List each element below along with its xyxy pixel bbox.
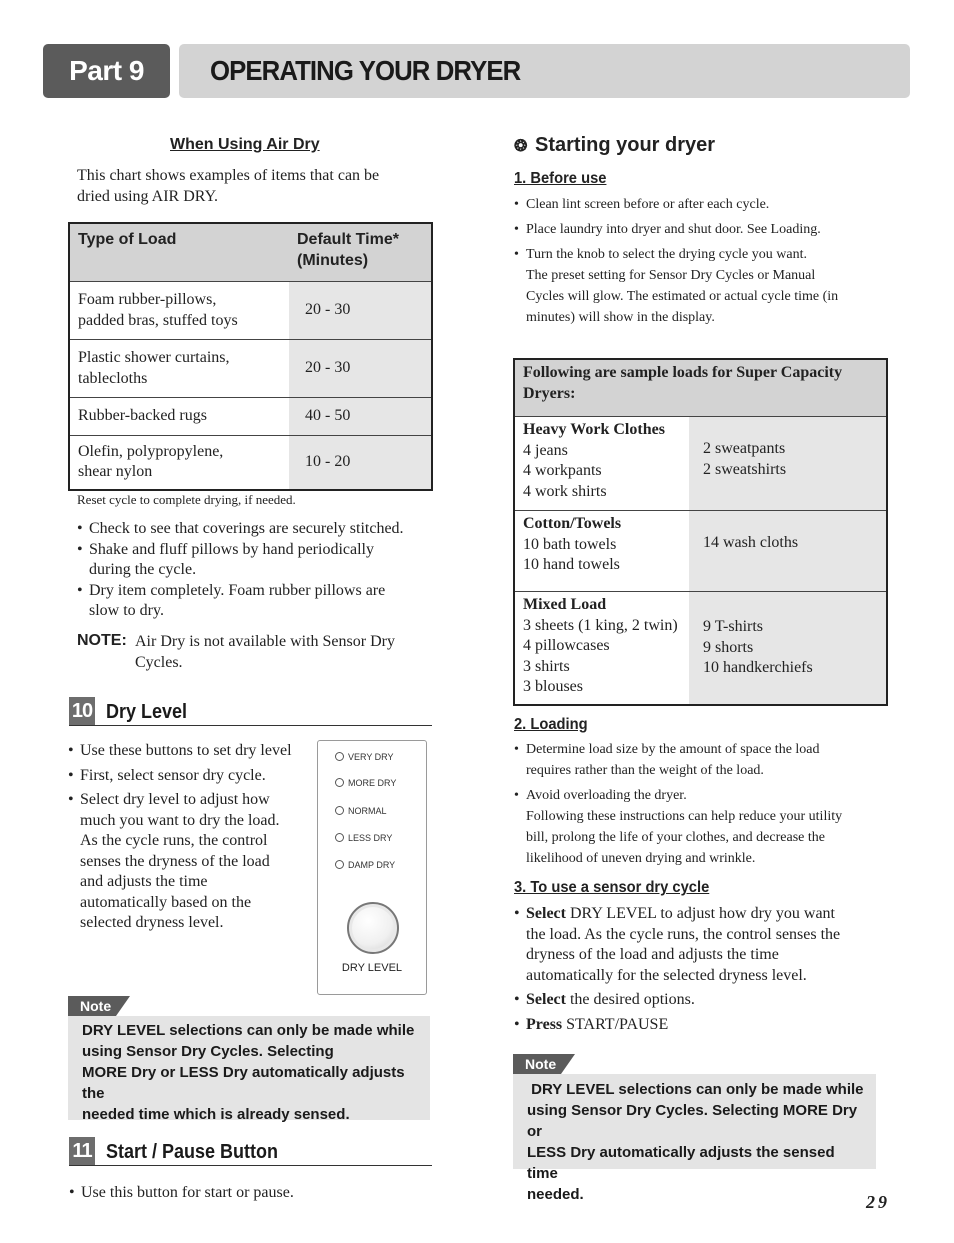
sample-loads-header: Following are sample loads for Super Capacity Dryers:	[514, 359, 887, 417]
air-dry-table	[68, 222, 433, 491]
section-number: 11	[69, 1137, 95, 1165]
page-number: 29	[866, 1192, 890, 1212]
air-dry-title: When Using Air Dry	[170, 136, 320, 153]
col-type-of-load: Type of Load	[69, 223, 289, 282]
section-title-dry-level: Dry Level	[106, 701, 188, 723]
starting-note: DRY LEVEL selections can only be made while using Sensor Dry Cycles. Selecting MORE Dry or LESS Dry automatically adjusts the sensed time needed.	[513, 1074, 876, 1169]
list-item: • Press START/PAUSE	[514, 1015, 886, 1036]
dry-level-option-less-dry[interactable]: LESS DRY	[348, 833, 393, 843]
list-item: • Check to see that coverings are securely stitched.	[77, 519, 437, 540]
sensor-dry-title: 3. To use a sensor dry cycle	[514, 879, 710, 896]
dry-level-note: DRY LEVEL selections can only be made while using Sensor Dry Cycles. Selecting MORE Dry or LESS Dry automatically adjusts the needed time which is already sensed.	[68, 1016, 430, 1120]
note-label: NOTE:	[77, 632, 127, 649]
note-tag: Note	[513, 1054, 561, 1074]
header-bar	[179, 44, 910, 98]
table-row: Heavy Work Clothes 4 jeans 4 workpants 4 work shirts 2 sweatpants 2 sweatshirts	[514, 417, 887, 511]
list-item: • Select DRY LEVEL to adjust how dry you want the load. As the cycle runs, the control senses the dryness of the load and adjusts the time automatically for the selected dryness level.	[514, 904, 886, 986]
starting-title: ❂ Starting your dryer	[514, 134, 716, 156]
before-use-title: 1. Before use	[514, 170, 607, 187]
section-title-start-pause: Start / Pause Button	[106, 1141, 279, 1163]
before-use-bullets	[514, 194, 884, 328]
dry-level-button-label: DRY LEVEL	[341, 962, 403, 974]
air-dry-bullets	[77, 519, 437, 622]
table-row: Olefin, polypropylene, shear nylon 10 - 20	[69, 436, 432, 490]
section-divider	[69, 1165, 432, 1166]
list-item: • Place laundry into dryer and shut door. See Loading.	[514, 219, 884, 240]
dry-level-option-very-dry[interactable]: VERY DRY	[348, 752, 394, 762]
section-number: 10	[69, 697, 95, 725]
table-row: Foam rubber-pillows, padded bras, stuffed toys 20 - 30	[69, 282, 432, 340]
list-item: • Clean lint screen before or after each cycle.	[514, 194, 884, 215]
start-pause-bullets	[69, 1183, 294, 1204]
dry-level-button[interactable]	[347, 902, 399, 954]
list-item: • Dry item completely. Foam rubber pillows are slow to dry.	[77, 581, 437, 622]
table-row: Rubber-backed rugs 40 - 50	[69, 398, 432, 436]
list-item: • Select dry level to adjust how much you want to dry the load. As the cycle runs, the control senses the dryness of the load and adjusts the time automatically based on the selected dryness level.	[68, 790, 313, 934]
section-divider	[69, 725, 432, 726]
list-item: • Determine load size by the amount of space the load requires rather than the weight of the load.	[514, 739, 886, 781]
dry-level-option-damp-dry[interactable]: DAMP DRY	[348, 860, 396, 870]
list-item: • Shake and fluff pillows by hand periodically during the cycle.	[77, 540, 437, 581]
table-row: Cotton/Towels 10 bath towels 10 hand towels 14 wash cloths	[514, 511, 887, 592]
col-default-time: Default Time* (Minutes)	[289, 223, 432, 282]
page-title: OPERATING YOUR DRYER	[210, 55, 521, 86]
list-item: • Turn the knob to select the drying cycle you want. The preset setting for Sensor Dry Cycles or Manual Cycles will glow. The estimated or actual cycle time (in minutes) will show in the display.	[514, 244, 884, 328]
air-dry-intro: This chart shows examples of items that can be dried using AIR DRY.	[77, 167, 380, 205]
table-header-row	[69, 223, 432, 282]
dry-level-option-normal[interactable]: NORMAL	[348, 806, 387, 816]
dry-level-option-more-dry[interactable]: MORE DRY	[348, 778, 397, 788]
sample-loads-table	[513, 358, 888, 706]
sensor-dry-bullets	[514, 904, 886, 1035]
list-item: • First, select sensor dry cycle.	[68, 766, 313, 787]
air-dry-footnote: Reset cycle to complete drying, if needed.	[77, 492, 296, 507]
note-tag: Note	[68, 996, 116, 1016]
list-item: • Avoid overloading the dryer. Following these instructions can help reduce your utility bill, prolong the life of your clothes, and decrease the likelihood of uneven drying and wrinkle.	[514, 785, 886, 869]
loading-title: 2. Loading	[514, 716, 588, 733]
dry-level-bullets	[68, 741, 313, 934]
list-item: • Select the desired options.	[514, 990, 886, 1011]
gear-icon: ❂	[514, 138, 528, 155]
table-header-row	[514, 359, 887, 417]
list-item: • Use this button for start or pause.	[69, 1183, 294, 1204]
table-row: Mixed Load 3 sheets (1 king, 2 twin) 4 pillowcases 3 shirts 3 blouses 9 T-shirts 9 shorts 10 handkerchiefs	[514, 592, 887, 705]
list-item: • Use these buttons to set dry level	[68, 741, 313, 762]
part-label: Part 9	[43, 44, 170, 98]
dry-level-panel	[317, 740, 427, 995]
loading-bullets	[514, 739, 886, 869]
table-row: Plastic shower curtains, tablecloths 20 - 30	[69, 340, 432, 398]
note-text: Air Dry is not available with Sensor Dry Cycles.	[135, 633, 395, 671]
